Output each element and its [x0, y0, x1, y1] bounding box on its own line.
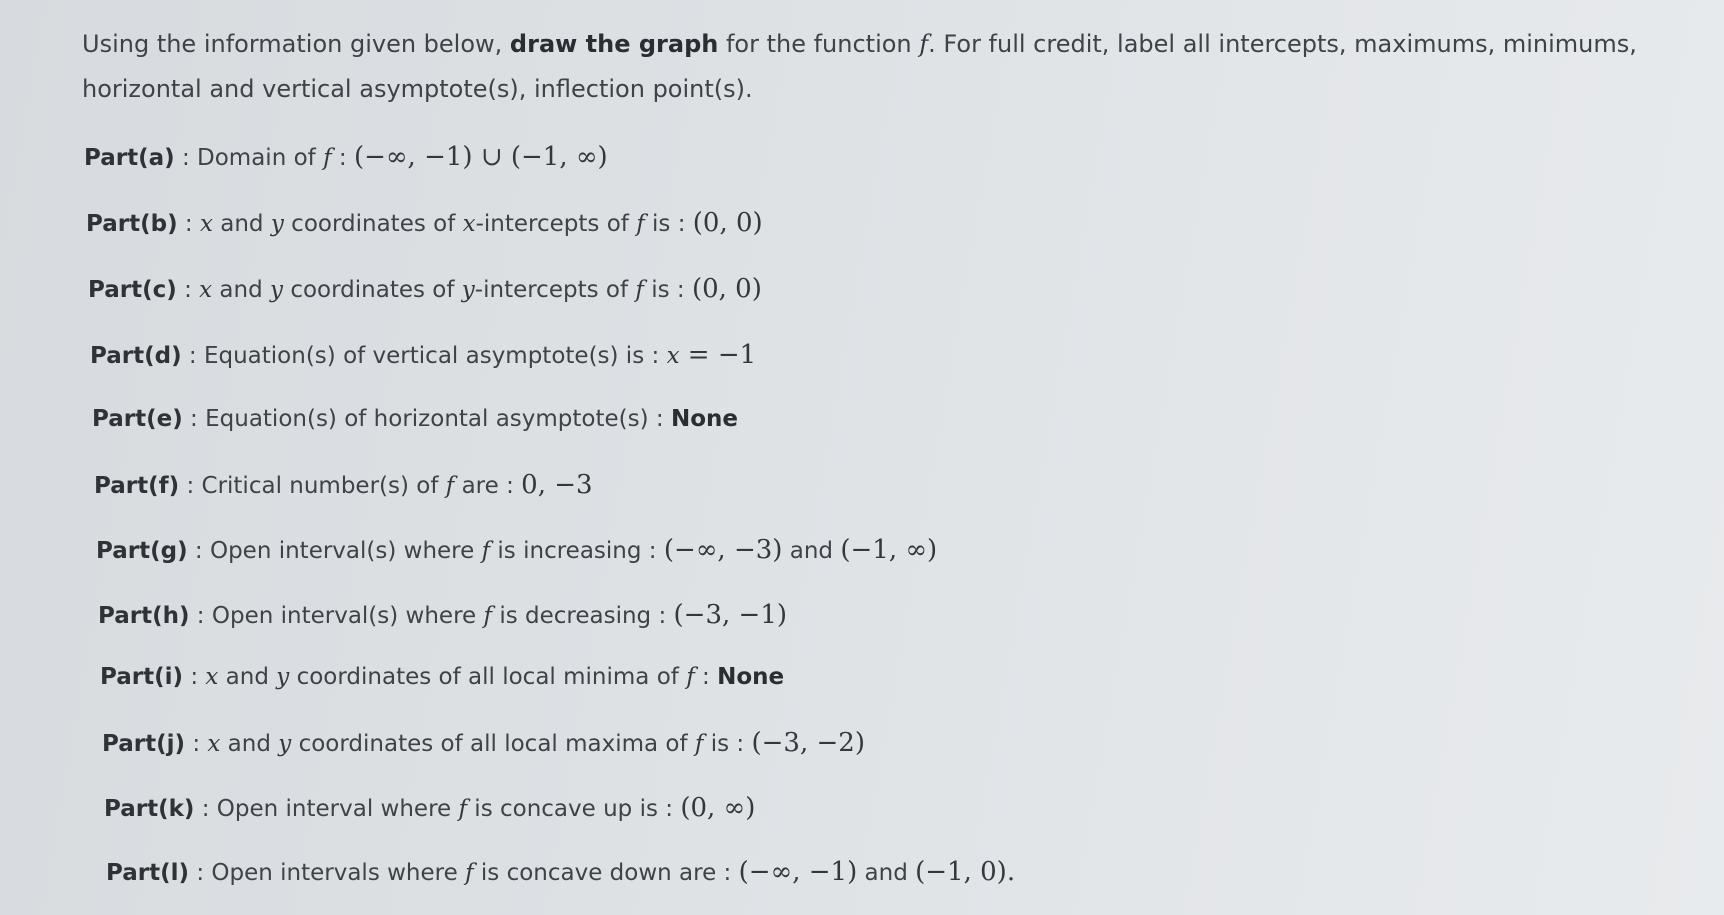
part-label: Part(k)	[104, 796, 195, 822]
var-x: x	[207, 731, 221, 757]
instructions	[82, 22, 1682, 112]
var-y: y	[278, 731, 292, 757]
part-label: Part(a)	[84, 145, 175, 171]
part-label: Part(c)	[88, 277, 177, 303]
function-symbol: f	[635, 277, 644, 303]
part-label: Part(f)	[94, 473, 180, 499]
part-label: Part(l)	[106, 860, 190, 886]
part-f	[94, 470, 593, 500]
part-a	[84, 142, 608, 172]
intro-bold: draw the graph	[509, 30, 719, 58]
part-text: -intercepts of	[474, 277, 636, 303]
part-answer: (−3, −1)	[673, 600, 788, 630]
part-answer: None	[717, 664, 785, 690]
var-x: x	[205, 664, 219, 690]
part-answer: (0, 0)	[691, 274, 762, 304]
part-answer: (0, ∞)	[680, 793, 756, 823]
part-text: are :	[454, 473, 522, 499]
part-text: is :	[644, 211, 693, 237]
intro-text-post: . For full credit, label all intercepts, maximums, minimums, horizontal and vertical asymptote(s), inflection point(s).	[82, 30, 1637, 103]
var-y: y	[461, 277, 475, 303]
part-label: Part(g)	[96, 538, 188, 564]
part-text: : Domain of	[174, 145, 324, 171]
part-answer: (−3, −2)	[751, 728, 865, 758]
part-k	[104, 793, 755, 823]
part-answer: (−∞, −1)	[738, 857, 858, 887]
part-answer: 0, −3	[521, 470, 593, 500]
function-symbol: f	[445, 473, 455, 499]
part-text: : Equation(s) of vertical asymptote(s) is :	[181, 343, 667, 369]
part-answer: None	[670, 406, 738, 432]
part-text: : Open interval(s) where	[187, 538, 482, 564]
function-symbol: f	[483, 603, 493, 629]
part-text: :	[694, 664, 718, 690]
var-y: y	[270, 211, 284, 237]
part-i	[100, 664, 784, 690]
var-x: x	[199, 277, 213, 303]
function-symbol: f	[919, 30, 929, 58]
part-text: and	[212, 211, 271, 237]
part-text: is :	[643, 277, 692, 303]
var-y: y	[276, 664, 290, 690]
part-c	[88, 274, 762, 304]
function-symbol: f	[465, 860, 474, 886]
intro-text: Using the information given below,	[82, 30, 510, 58]
part-answer: (−1, 0)	[915, 857, 1007, 887]
part-text: : Critical number(s) of	[179, 473, 446, 499]
part-text: coordinates of	[283, 211, 463, 237]
part-label: Part(i)	[100, 664, 184, 690]
part-text: and	[220, 731, 279, 757]
part-b	[86, 208, 763, 238]
part-g	[96, 535, 937, 565]
part-text: -intercepts of	[475, 211, 637, 237]
separator: :	[185, 731, 208, 757]
part-answer: (−∞, −3)	[663, 535, 783, 565]
part-answer: (−1, ∞)	[840, 535, 938, 565]
separator: :	[176, 277, 200, 303]
part-text: is decreasing :	[492, 603, 674, 629]
part-text: : Equation(s) of horizontal asymptote(s) :	[182, 406, 671, 432]
function-symbol: f	[323, 145, 332, 171]
part-l	[106, 857, 1015, 887]
part-label: Part(h)	[98, 603, 190, 629]
part-text: :	[331, 145, 354, 171]
part-answer: (−∞, −1) ∪ (−1, ∞)	[353, 142, 608, 172]
function-symbol: f	[458, 796, 467, 822]
function-symbol: f	[694, 731, 704, 757]
part-text: and	[212, 277, 271, 303]
part-e	[92, 406, 738, 432]
var-x: x	[462, 211, 476, 237]
part-text: is increasing :	[490, 538, 664, 564]
var-x: x	[199, 211, 213, 237]
part-text: : Open interval(s) where	[189, 603, 484, 629]
separator: :	[183, 664, 206, 690]
part-label: Part(d)	[90, 343, 182, 369]
part-text: coordinates of	[283, 277, 462, 303]
part-text: is :	[703, 731, 752, 757]
function-symbol: f	[686, 664, 695, 690]
part-label: Part(b)	[86, 211, 178, 237]
part-j	[102, 728, 865, 758]
var-y: y	[270, 277, 284, 303]
part-h	[98, 600, 787, 630]
part-text: coordinates of all local minima of	[289, 664, 687, 690]
part-text: and	[218, 664, 277, 690]
part-text: and	[782, 538, 841, 564]
separator: :	[177, 211, 200, 237]
function-symbol: f	[636, 211, 645, 237]
part-text: coordinates of all local maxima of	[291, 731, 695, 757]
part-answer: (0, 0)	[692, 208, 763, 238]
part-label: Part(j)	[102, 731, 186, 757]
part-d	[90, 340, 756, 370]
part-text: : Open interval where	[194, 796, 459, 822]
part-text: and	[857, 860, 916, 886]
var-x: x	[666, 343, 680, 369]
part-text: : Open intervals where	[189, 860, 466, 886]
function-symbol: f	[481, 538, 491, 564]
part-text: is concave up is :	[467, 796, 681, 822]
intro-text-mid: for the function	[718, 30, 920, 58]
period: .	[1006, 857, 1016, 887]
part-text: is concave down are :	[473, 860, 739, 886]
part-answer: = −1	[679, 340, 757, 370]
part-label: Part(e)	[92, 406, 183, 432]
